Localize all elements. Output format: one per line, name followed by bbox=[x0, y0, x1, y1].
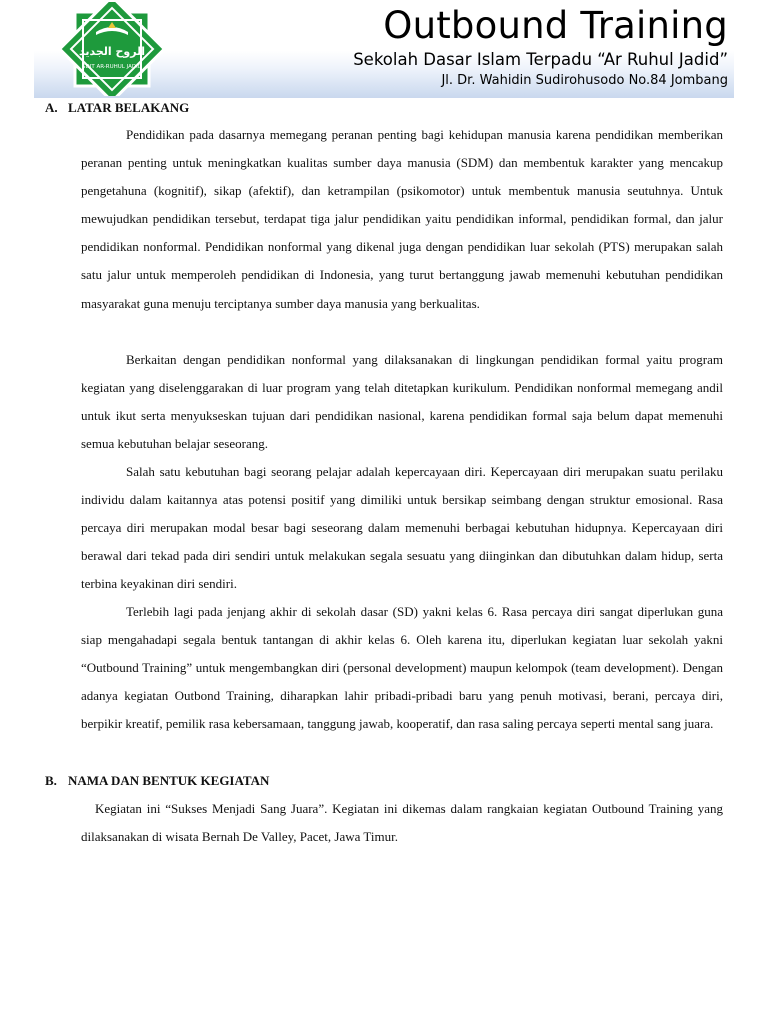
section-heading-b bbox=[45, 773, 269, 789]
section-heading-a bbox=[45, 100, 189, 116]
section-title: LATAR BELAKANG bbox=[68, 100, 190, 115]
section-title: NAMA DAN BENTUK KEGIATAN bbox=[68, 773, 270, 788]
logo-latin-text: SDIT AR-RUHUL JADID bbox=[81, 64, 143, 70]
paragraph: Berkaitan dengan pendidikan nonformal yang dilaksanakan di lingkungan pendidikan formal yaitu program kegiatan yang diselenggarakan di luar program yang telah ditetapkan kurikulum. Pendidikan nonformal memegang andil untuk ikut serta menyukseskan tujuan dari pendidikan nasional, karena pendidikan formal saja belum dapat memenuhi semua kebutuhan belajar seseorang. bbox=[81, 352, 723, 452]
paragraph: Pendidikan pada dasarnya memegang peranan penting bagi kehidupan manusia karena pendidikan memberikan peranan penting untuk meningkatkan kualitas sumber daya manusia (SDM) dan membentuk karakter yang mencakup pengetahuna (kognitif), sikap (afektif), dan ketrampilan (psikomotor) untuk membentuk manusia seutuhnya. Untuk mewujudkan pendidikan tersebut, terdapat tiga jalur pendidikan yaitu pendidikan informal, pendidikan formal, dan jalur pendidikan nonformal. Pendidikan nonformal yang dikenal juga dengan pendidikan luar sekolah (PTS) merupakan salah satu jalur untuk memperoleh pendidikan di Indonesia, yang turut bertanggung jawab memenuhi kebutuhan pendidikan masyarakat guna menuju terciptanya sumber daya manusia yang berkualitas. bbox=[81, 127, 723, 311]
letterhead bbox=[34, 0, 734, 98]
school-logo bbox=[50, 2, 174, 96]
logo-arabic-text: الروح الجديد bbox=[78, 45, 146, 58]
paragraph: Terlebih lagi pada jenjang akhir di sekolah dasar (SD) yakni kelas 6. Rasa percaya diri sangat diperlukan guna siap mengahadapi segala bentuk tantangan di akhir kelas 6. Oleh karena itu, diperlukan kegiatan luar sekolah yakni “Outbound Training” untuk mengembangkan diri (personal development) maupun kelompok (team development). Dengan adanya kegiatan Outbond Training, diharapkan lahir pribadi-pribadi baru yang penuh motivasi, berani, percaya diri, berpikir kreatif, pemilik rasa kebersamaan, tanggung jawab, kooperatif, dan rasa saling percaya seperti mental sang juara. bbox=[81, 604, 723, 732]
section-number: A. bbox=[45, 100, 58, 115]
section-number: B. bbox=[45, 773, 57, 788]
school-address: Jl. Dr. Wahidin Sudirohusodo No.84 Jombang bbox=[441, 73, 728, 88]
paragraph: Salah satu kebutuhan bagi seorang pelajar adalah kepercayaan diri. Kepercayaan diri merupakan suatu perilaku individu dalam kaitannya atas potensi positif yang dimiliki untuk bersikap seimbang dengan struktur emosional. Rasa percaya diri merupakan modal besar bagi seseorang dalam memenuhi berbagai kebutuhan hidupnya. Kepercayaan diri berawal dari tekad pada diri sendiri untuk melakukan segala sesuatu yang diinginkan dan dibutuhkan dalam hidup, serta terbina keyakinan diri sendiri. bbox=[81, 464, 723, 592]
school-name: Sekolah Dasar Islam Terpadu “Ar Ruhul Jadid” bbox=[353, 50, 728, 69]
paragraph: Kegiatan ini “Sukses Menjadi Sang Juara”. Kegiatan ini dikemas dalam rangkaian kegiatan Outbound Training yang dilaksanakan di wisata Bernah De Valley, Pacet, Jawa Timur. bbox=[81, 801, 723, 845]
document-title: Outbound Training bbox=[383, 4, 728, 47]
